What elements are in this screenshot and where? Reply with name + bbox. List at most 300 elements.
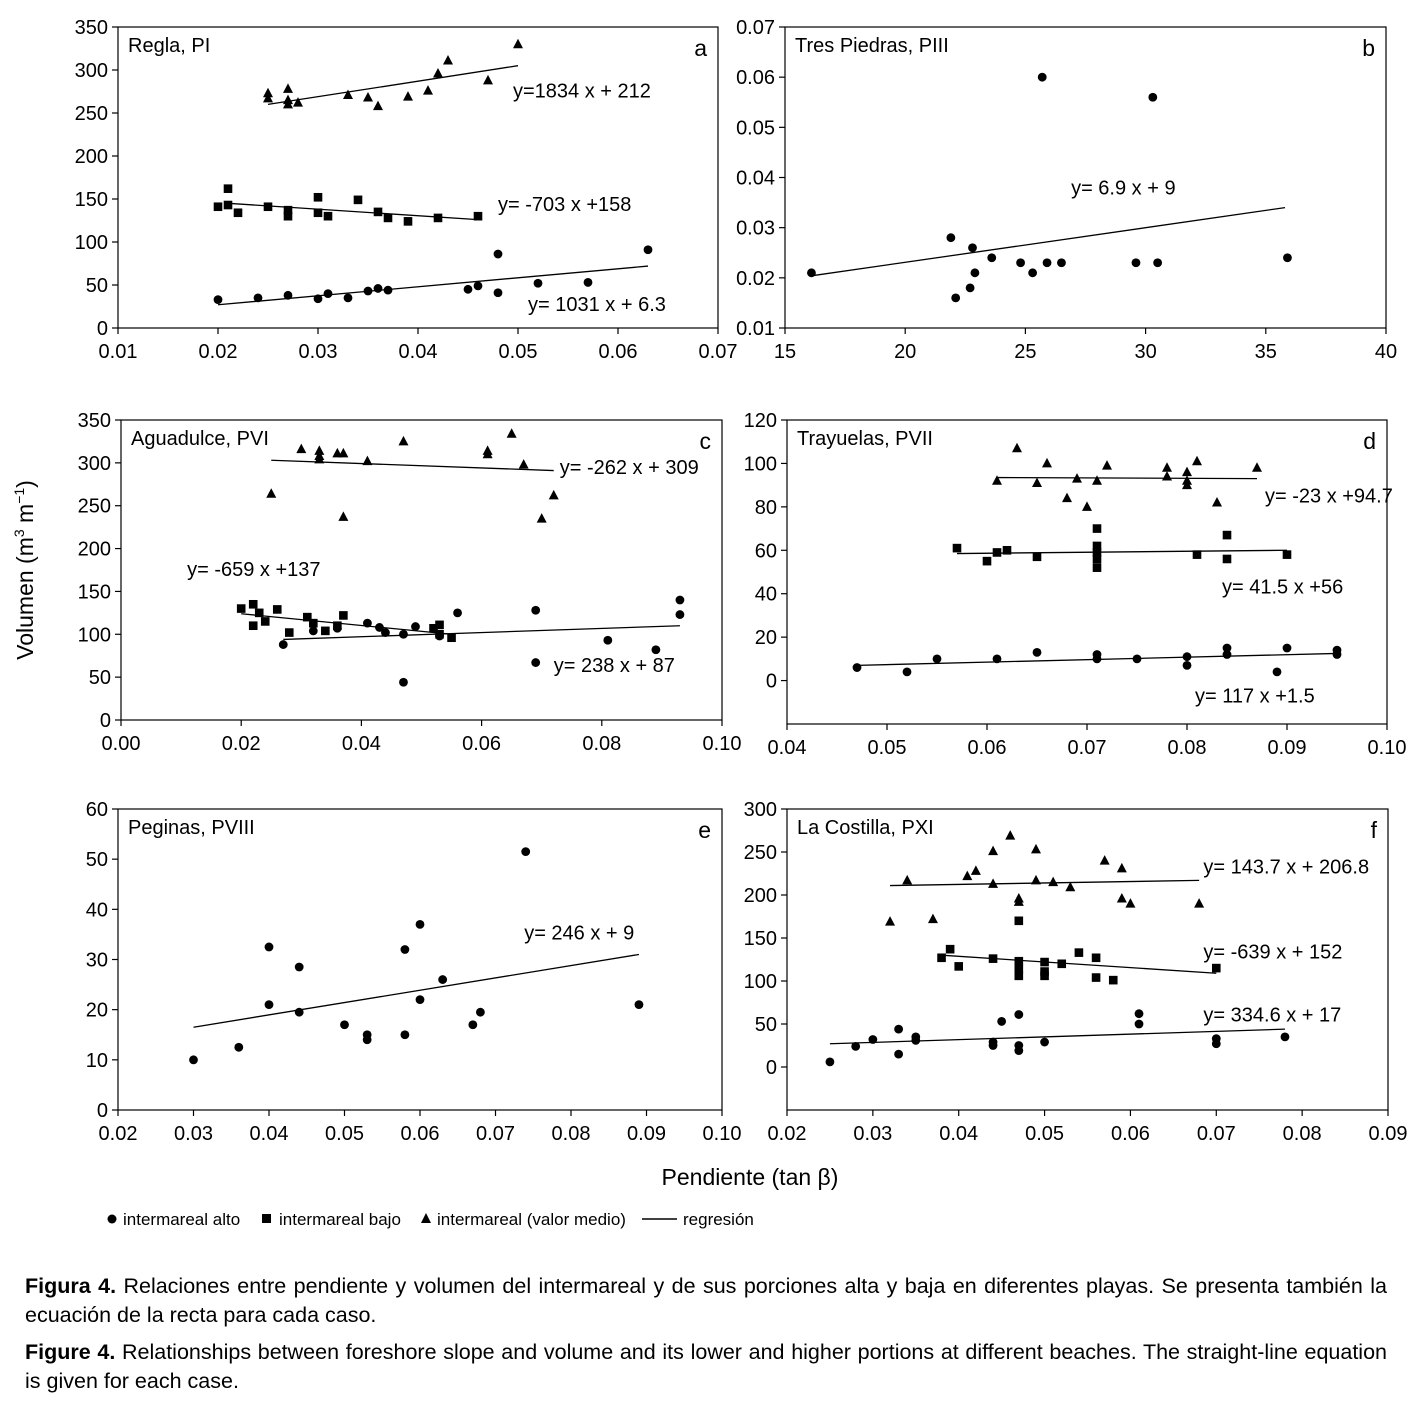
panel-d-point-circle: [1183, 661, 1192, 670]
panel-a-point-square: [314, 208, 323, 217]
panel-f-point-square: [954, 962, 963, 971]
panel-a-x-tick-label: 0.04: [398, 341, 438, 363]
panel-a-point-circle: [494, 250, 503, 259]
panel-d-series-intermareal-bajo: [953, 524, 1344, 598]
panel-d-point-circle: [1223, 650, 1232, 659]
panel-f-x-tick-label: 0.02: [767, 1123, 807, 1145]
panel-d-point-triangle: [1012, 443, 1022, 453]
panel-d-letter: d: [1363, 428, 1376, 454]
panel-f-la-costilla: [744, 799, 1408, 1145]
panel-d-point-circle: [903, 667, 912, 676]
panel-d-x-tick-label: 0.04: [767, 737, 807, 759]
panel-e-peginas: [86, 799, 742, 1145]
panel-c-point-triangle: [537, 513, 547, 523]
panel-c-y-tick-label: 250: [77, 495, 111, 518]
panel-c-point-square: [447, 633, 456, 642]
panel-f-x-tick-label: 0.05: [1025, 1123, 1065, 1145]
panel-a-point-triangle: [513, 39, 523, 49]
panel-e-point-circle: [295, 1008, 304, 1017]
panel-a-point-square: [434, 214, 443, 223]
panel-d-point-circle: [933, 654, 942, 663]
panel-f-point-triangle: [902, 875, 912, 885]
panel-c-point-circle: [435, 632, 444, 641]
panel-b-y-tick-label: 0.03: [736, 217, 775, 240]
panel-a-point-circle: [284, 291, 293, 300]
legend-label-regresion: regresión: [683, 1210, 754, 1229]
panel-f-equation-label: y= 334.6 x + 17: [1203, 1004, 1342, 1027]
panel-f-point-circle: [1014, 1010, 1023, 1019]
panel-f-x-tick-label: 0.06: [1110, 1123, 1150, 1145]
panel-d-point-triangle: [1042, 458, 1052, 468]
panel-c-regression-line: [283, 626, 680, 640]
panel-d-point-square: [983, 557, 992, 566]
panel-f-y-tick-label: 50: [754, 1014, 777, 1036]
panel-d-trayuelas: [744, 410, 1407, 759]
panel-e-y-tick-label: 0: [96, 1100, 108, 1122]
panel-a-x-tick-label: 0.06: [598, 341, 638, 363]
panel-c-point-square: [249, 600, 258, 609]
panel-d-title: Trayuelas, PVII: [797, 428, 933, 450]
panel-c-point-square: [339, 611, 348, 620]
caption-spanish-label: Figura 4.: [25, 1274, 117, 1298]
panel-d-y-tick-label: 120: [743, 410, 777, 432]
panel-f-point-square: [1040, 972, 1049, 981]
panel-d-series-intermareal-valor-medio: [992, 443, 1393, 511]
panel-f-y-tick-label: 100: [743, 971, 777, 993]
panel-c-x-tick-label: 0.10: [702, 733, 742, 755]
panel-d-point-square: [1093, 563, 1102, 572]
panel-f-point-square: [1015, 917, 1024, 926]
caption-spanish-text: Relaciones entre pendiente y volumen del intermareal y de sus porciones alta y baja en diferentes playas. Se presenta también la ecuación de la recta para cada caso.: [25, 1274, 1387, 1327]
panel-d-y-tick-label: 0: [765, 670, 777, 693]
legend-label-intermareal-alto: intermareal alto: [123, 1210, 241, 1229]
panel-d-x-tick-label: 0.06: [967, 737, 1007, 759]
panel-d-point-circle: [1133, 654, 1142, 663]
panel-c-point-square: [435, 621, 444, 630]
panel-a-point-circle: [474, 281, 483, 290]
panel-f-point-square: [1015, 972, 1024, 981]
panel-b-x-tick-label: 40: [1374, 341, 1398, 363]
panel-f-point-triangle: [1125, 898, 1135, 908]
panel-a-series-intermareal-bajo: [214, 184, 632, 225]
panel-a-point-square: [314, 193, 323, 202]
panel-e-y-tick-label: 60: [85, 799, 108, 821]
panel-d-frame: [787, 420, 1387, 724]
panel-c-point-square: [261, 617, 270, 626]
panel-e-point-circle: [295, 963, 304, 972]
panel-d-regression-line: [997, 478, 1257, 479]
panel-a-y-tick-label: 250: [74, 103, 108, 125]
panel-a-equation-label: y= -703 x +158: [498, 194, 632, 217]
panel-d-point-square: [1283, 550, 1292, 559]
panel-a-point-square: [404, 217, 413, 226]
panel-c-point-square: [237, 604, 246, 613]
panel-a-point-circle: [364, 287, 373, 296]
panel-e-y-tick-label: 10: [85, 1049, 108, 1072]
panel-a-point-circle: [254, 294, 263, 303]
panel-f-y-tick-label: 250: [743, 842, 777, 864]
panel-a-letter: a: [694, 35, 707, 61]
panel-a-point-circle: [314, 294, 323, 303]
panel-f-point-triangle: [1005, 830, 1015, 840]
panel-a-y-tick-label: 0: [96, 318, 108, 340]
panel-a-y-tick-label: 50: [85, 275, 108, 297]
panel-c-x-tick-label: 0.00: [101, 733, 141, 755]
panel-a-regla: [75, 17, 738, 363]
panel-a-point-triangle: [283, 83, 293, 93]
panel-e-x-tick-label: 0.04: [249, 1123, 289, 1145]
panel-a-equation-label: y= 1031 x + 6.3: [528, 293, 666, 316]
panel-a-x-tick-label: 0.01: [98, 341, 138, 363]
panel-d-point-circle: [1273, 667, 1282, 676]
panel-b-y-tick-label: 0.06: [736, 67, 775, 90]
panel-c-point-circle: [309, 626, 318, 635]
panel-f-x-tick-label: 0.08: [1282, 1123, 1322, 1145]
caption-english: [25, 1338, 1387, 1396]
panel-b-x-tick-label: 25: [1014, 341, 1037, 363]
panel-c-y-tick-label: 0: [99, 710, 111, 732]
panel-f-point-circle: [989, 1041, 998, 1050]
panel-d-y-tick-label: 40: [754, 583, 777, 606]
panel-e-y-tick-label: 20: [85, 999, 108, 1022]
panel-f-y-tick-label: 200: [743, 885, 777, 907]
panel-b-x-tick-label: 15: [773, 341, 797, 363]
panel-f-letter: f: [1370, 817, 1377, 843]
panel-c-point-triangle: [398, 436, 408, 446]
panel-b-point-circle: [971, 268, 980, 277]
panel-f-point-triangle: [885, 916, 895, 926]
panel-a-point-circle: [344, 294, 353, 303]
panel-b-point-circle: [951, 294, 960, 303]
panel-c-series-intermareal-alto: [279, 596, 684, 687]
panel-c-point-triangle: [549, 490, 559, 500]
panel-f-point-square: [989, 954, 998, 963]
panel-b-y-tick-label: 0.04: [736, 167, 775, 190]
panel-c-point-circle: [651, 645, 660, 654]
panel-d-point-triangle: [1062, 493, 1072, 503]
panel-e-x-tick-label: 0.05: [325, 1123, 364, 1145]
panel-b-point-circle: [966, 283, 975, 292]
panel-a-equation-label: y=1834 x + 212: [513, 80, 651, 103]
panel-f-point-triangle: [1031, 844, 1041, 854]
panel-f-point-triangle: [971, 865, 981, 875]
panel-f-point-square: [1092, 953, 1101, 962]
panel-f-point-circle: [868, 1035, 877, 1044]
panel-e-point-circle: [438, 975, 447, 984]
panel-c-point-triangle: [507, 428, 517, 438]
panel-f-point-triangle: [988, 846, 998, 856]
panel-f-y-tick-label: 150: [743, 928, 777, 950]
panel-b-y-tick-label: 0.07: [736, 17, 775, 39]
panel-a-point-square: [324, 212, 333, 221]
panel-b-point-circle: [968, 243, 977, 252]
panel-d-point-triangle: [1162, 462, 1172, 472]
panel-e-point-circle: [416, 995, 425, 1004]
panel-c-letter: c: [699, 428, 711, 454]
panel-e-frame: [118, 809, 722, 1110]
panel-f-point-circle: [894, 1050, 903, 1059]
panel-f-point-square: [1092, 973, 1101, 982]
panel-d-point-triangle: [1182, 467, 1192, 477]
panel-a-point-circle: [534, 279, 543, 288]
panel-d-y-tick-label: 100: [743, 453, 777, 476]
panel-e-point-circle: [340, 1020, 349, 1029]
panel-f-x-tick-label: 0.09: [1368, 1123, 1408, 1145]
panel-c-point-square: [249, 621, 258, 630]
panel-c-point-circle: [531, 606, 540, 615]
panel-f-point-circle: [826, 1057, 835, 1066]
panel-a-frame: [118, 27, 718, 328]
panel-f-series-intermareal-alto: [826, 1004, 1342, 1066]
panel-f-point-triangle: [1194, 898, 1204, 908]
panel-c-point-circle: [603, 636, 612, 645]
panel-f-point-circle: [997, 1017, 1006, 1026]
caption-spanish: [25, 1272, 1387, 1330]
panel-a-title: Regla, PI: [128, 35, 211, 57]
panel-c-y-tick-label: 100: [77, 624, 111, 647]
panel-c-point-triangle: [266, 488, 276, 498]
panel-b-point-circle: [1043, 258, 1052, 267]
panel-c-point-triangle: [338, 448, 348, 458]
panel-b-point-circle: [1016, 258, 1025, 267]
panel-c-y-tick-label: 50: [88, 667, 111, 690]
panel-b-title: Tres Piedras, PIII: [795, 35, 949, 57]
panel-e-point-circle: [476, 1008, 485, 1017]
panel-c-point-circle: [381, 628, 390, 637]
panel-a-point-circle: [464, 285, 473, 294]
panel-c-point-triangle: [519, 459, 529, 469]
panel-e-point-circle: [189, 1055, 198, 1064]
panel-d-point-triangle: [1252, 462, 1262, 472]
panel-c-point-circle: [411, 622, 420, 631]
panel-c-point-circle: [279, 640, 288, 649]
panel-b-point-circle: [946, 233, 955, 242]
panel-a-y-tick-label: 150: [74, 189, 108, 211]
panel-a-point-circle: [324, 289, 333, 298]
panel-b-point-circle: [1283, 253, 1292, 262]
panel-a-point-circle: [494, 288, 503, 297]
panel-e-letter: e: [698, 817, 711, 843]
panel-f-point-circle: [911, 1036, 920, 1045]
panel-a-point-circle: [214, 295, 223, 304]
panel-e-point-circle: [635, 1000, 644, 1009]
panel-b-point-circle: [987, 253, 996, 262]
panel-c-point-circle: [531, 658, 540, 667]
panel-d-x-tick-label: 0.10: [1367, 737, 1407, 759]
panel-e-y-tick-label: 50: [85, 849, 108, 872]
panel-c-point-square: [255, 609, 264, 618]
panel-a-y-tick-label: 300: [74, 60, 108, 82]
panel-a-x-tick-label: 0.05: [498, 341, 538, 363]
legend-square-marker: [262, 1214, 271, 1223]
panel-c-point-triangle: [338, 511, 348, 520]
panel-f-point-square: [1109, 976, 1118, 985]
panel-c-point-triangle: [362, 456, 372, 466]
panel-a-point-triangle: [373, 101, 383, 111]
panel-e-series-intermareal-alto: [189, 847, 643, 1064]
panel-d-point-circle: [1283, 644, 1292, 653]
panel-f-point-square: [946, 945, 955, 954]
panel-a-point-square: [224, 184, 233, 193]
panel-d-point-square: [993, 548, 1002, 557]
panel-d-point-circle: [1033, 648, 1042, 657]
panel-d-point-square: [953, 544, 962, 553]
panel-c-point-circle: [676, 610, 685, 619]
panel-c-point-square: [273, 605, 282, 614]
panel-d-point-square: [1223, 555, 1232, 564]
panel-b-point-circle: [1148, 93, 1157, 102]
panel-c-y-tick-label: 300: [77, 452, 111, 475]
panel-f-equation-label: y= -639 x + 152: [1203, 941, 1343, 964]
panel-d-point-triangle: [1162, 471, 1172, 481]
panel-b-x-tick-label: 35: [1254, 341, 1277, 363]
panel-d-point-triangle: [1032, 477, 1042, 487]
panel-d-x-tick-label: 0.05: [867, 737, 907, 759]
panel-d-point-triangle: [1082, 501, 1092, 511]
panel-c-x-tick-label: 0.02: [221, 733, 261, 755]
panel-a-y-tick-label: 100: [74, 232, 108, 254]
panel-e-x-tick-label: 0.07: [476, 1123, 515, 1145]
panel-a-series-intermareal-valor-medio: [263, 39, 651, 110]
panel-c-point-square: [285, 628, 294, 637]
panel-e-point-circle: [234, 1043, 243, 1052]
panel-f-y-tick-label: 0: [765, 1057, 777, 1079]
panel-d-y-tick-label: 20: [754, 627, 777, 650]
panel-e-point-circle: [265, 1000, 274, 1009]
panel-f-point-circle: [851, 1042, 860, 1051]
panel-a-point-triangle: [403, 91, 413, 101]
panel-c-point-circle: [676, 596, 685, 605]
panel-f-point-circle: [1212, 1039, 1221, 1048]
panel-a-point-triangle: [483, 75, 493, 85]
panel-a-point-square: [374, 208, 383, 217]
panel-d-x-tick-label: 0.08: [1167, 737, 1207, 759]
x-axis-label: Pendiente (tan β): [661, 1164, 839, 1190]
panel-a-point-square: [284, 212, 293, 221]
panel-f-point-square: [1057, 960, 1066, 969]
panel-c-aguadulce: [78, 410, 742, 755]
panel-c-point-circle: [333, 624, 342, 633]
panel-e-x-tick-label: 0.06: [400, 1123, 440, 1145]
panel-e-point-circle: [521, 847, 530, 856]
panel-a-point-square: [224, 201, 233, 210]
panel-c-title: Aguadulce, PVI: [131, 428, 269, 450]
panel-a-point-square: [234, 208, 243, 217]
panel-a-y-tick-label: 200: [74, 146, 108, 168]
panel-f-point-circle: [1014, 1046, 1023, 1055]
panel-a-point-triangle: [423, 85, 433, 95]
panel-a-regression-line: [268, 66, 518, 105]
panel-f-title: La Costilla, PXI: [797, 817, 934, 839]
panel-c-y-tick-label: 200: [77, 538, 111, 561]
panel-e-equation-label: y= 246 x + 9: [524, 922, 635, 945]
panel-d-equation-label: y= -23 x +94.7: [1265, 485, 1393, 508]
panel-f-regression-line: [890, 880, 1199, 885]
legend-label-intermareal-bajo: intermareal bajo: [279, 1210, 401, 1229]
panel-e-regression-line: [194, 954, 639, 1027]
panel-b-equation-label: y= 6.9 x + 9: [1071, 177, 1176, 200]
caption-english-text: Relationships between foreshore slope and volume and its lower and higher portions at different beaches. The straight-line equation is given for each case.: [25, 1340, 1387, 1393]
panel-a-point-square: [214, 202, 223, 211]
panel-e-y-tick-label: 30: [85, 949, 108, 972]
panel-e-x-tick-label: 0.08: [551, 1123, 591, 1145]
panel-c-point-circle: [453, 608, 462, 617]
panel-c-point-square: [321, 627, 330, 636]
panel-b-y-tick-label: 0.05: [736, 117, 775, 140]
panel-e-point-circle: [401, 945, 410, 954]
panel-c-series-intermareal-valor-medio: [266, 428, 698, 522]
panel-c-point-circle: [363, 619, 372, 628]
panel-c-equation-label: y= 238 x + 87: [553, 655, 675, 677]
panel-c-equation-label: y= -262 x + 309: [559, 457, 699, 479]
panel-c-y-tick-label: 350: [77, 410, 111, 432]
panel-a-point-square: [264, 202, 273, 211]
panel-f-point-square: [1040, 958, 1049, 967]
panel-a-point-square: [384, 214, 393, 223]
panel-a-y-tick-label: 350: [74, 17, 108, 39]
panel-f-point-triangle: [988, 878, 998, 888]
panel-c-y-tick-label: 150: [77, 581, 111, 604]
panel-a-point-triangle: [263, 93, 273, 103]
panel-d-series-intermareal-alto: [853, 644, 1342, 708]
panel-d-point-triangle: [1192, 456, 1202, 466]
panel-b-point-circle: [1132, 258, 1141, 267]
panel-f-point-triangle: [928, 914, 938, 924]
panel-f-point-circle: [1135, 1009, 1144, 1018]
panel-f-point-triangle: [1100, 855, 1110, 865]
panel-f-point-circle: [894, 1025, 903, 1034]
panel-c-x-tick-label: 0.08: [582, 733, 622, 755]
panel-f-y-tick-label: 300: [743, 799, 777, 821]
panel-c-point-square: [309, 619, 318, 628]
panel-f-point-triangle: [962, 871, 972, 881]
panel-b-y-tick-label: 0.02: [736, 267, 775, 290]
panel-a-point-square: [474, 212, 483, 221]
panel-e-x-tick-label: 0.02: [98, 1123, 138, 1145]
panel-f-point-circle: [1040, 1038, 1049, 1047]
panel-d-y-tick-label: 60: [754, 540, 777, 563]
panel-b-tres-piedras: [736, 17, 1397, 363]
panel-e-point-circle: [363, 1035, 372, 1044]
panel-f-x-tick-label: 0.07: [1196, 1123, 1236, 1145]
legend-label-intermareal-medio: intermareal (valor medio): [437, 1210, 626, 1229]
panel-c-regression-line: [271, 460, 553, 470]
panel-b-y-tick-label: 0.01: [736, 318, 775, 340]
panel-d-point-triangle: [1212, 497, 1222, 507]
panel-f-equation-label: y= 143.7 x + 206.8: [1203, 856, 1370, 879]
panel-b-point-circle: [1028, 268, 1037, 277]
panel-f-point-square: [937, 953, 946, 962]
panel-f-point-circle: [1281, 1033, 1290, 1042]
panel-d-x-tick-label: 0.07: [1067, 737, 1107, 759]
panel-a-point-square: [354, 196, 363, 205]
panel-f-point-triangle: [1048, 877, 1058, 887]
panel-a-series-intermareal-alto: [214, 245, 666, 315]
panel-d-point-circle: [1093, 654, 1102, 663]
panel-b-point-circle: [1153, 258, 1162, 267]
legend: [108, 1210, 754, 1229]
panel-a-point-circle: [584, 278, 593, 287]
panel-a-point-circle: [644, 245, 653, 254]
panel-f-point-square: [1075, 948, 1084, 957]
panel-f-series-intermareal-valor-medio: [885, 830, 1369, 926]
panel-d-point-square: [1093, 524, 1102, 533]
panel-d-point-circle: [853, 663, 862, 672]
panel-d-point-triangle: [1092, 475, 1102, 485]
panel-b-x-tick-label: 20: [894, 341, 917, 363]
panel-b-point-circle: [1038, 73, 1047, 82]
caption-english-label: Figure 4.: [25, 1340, 116, 1364]
